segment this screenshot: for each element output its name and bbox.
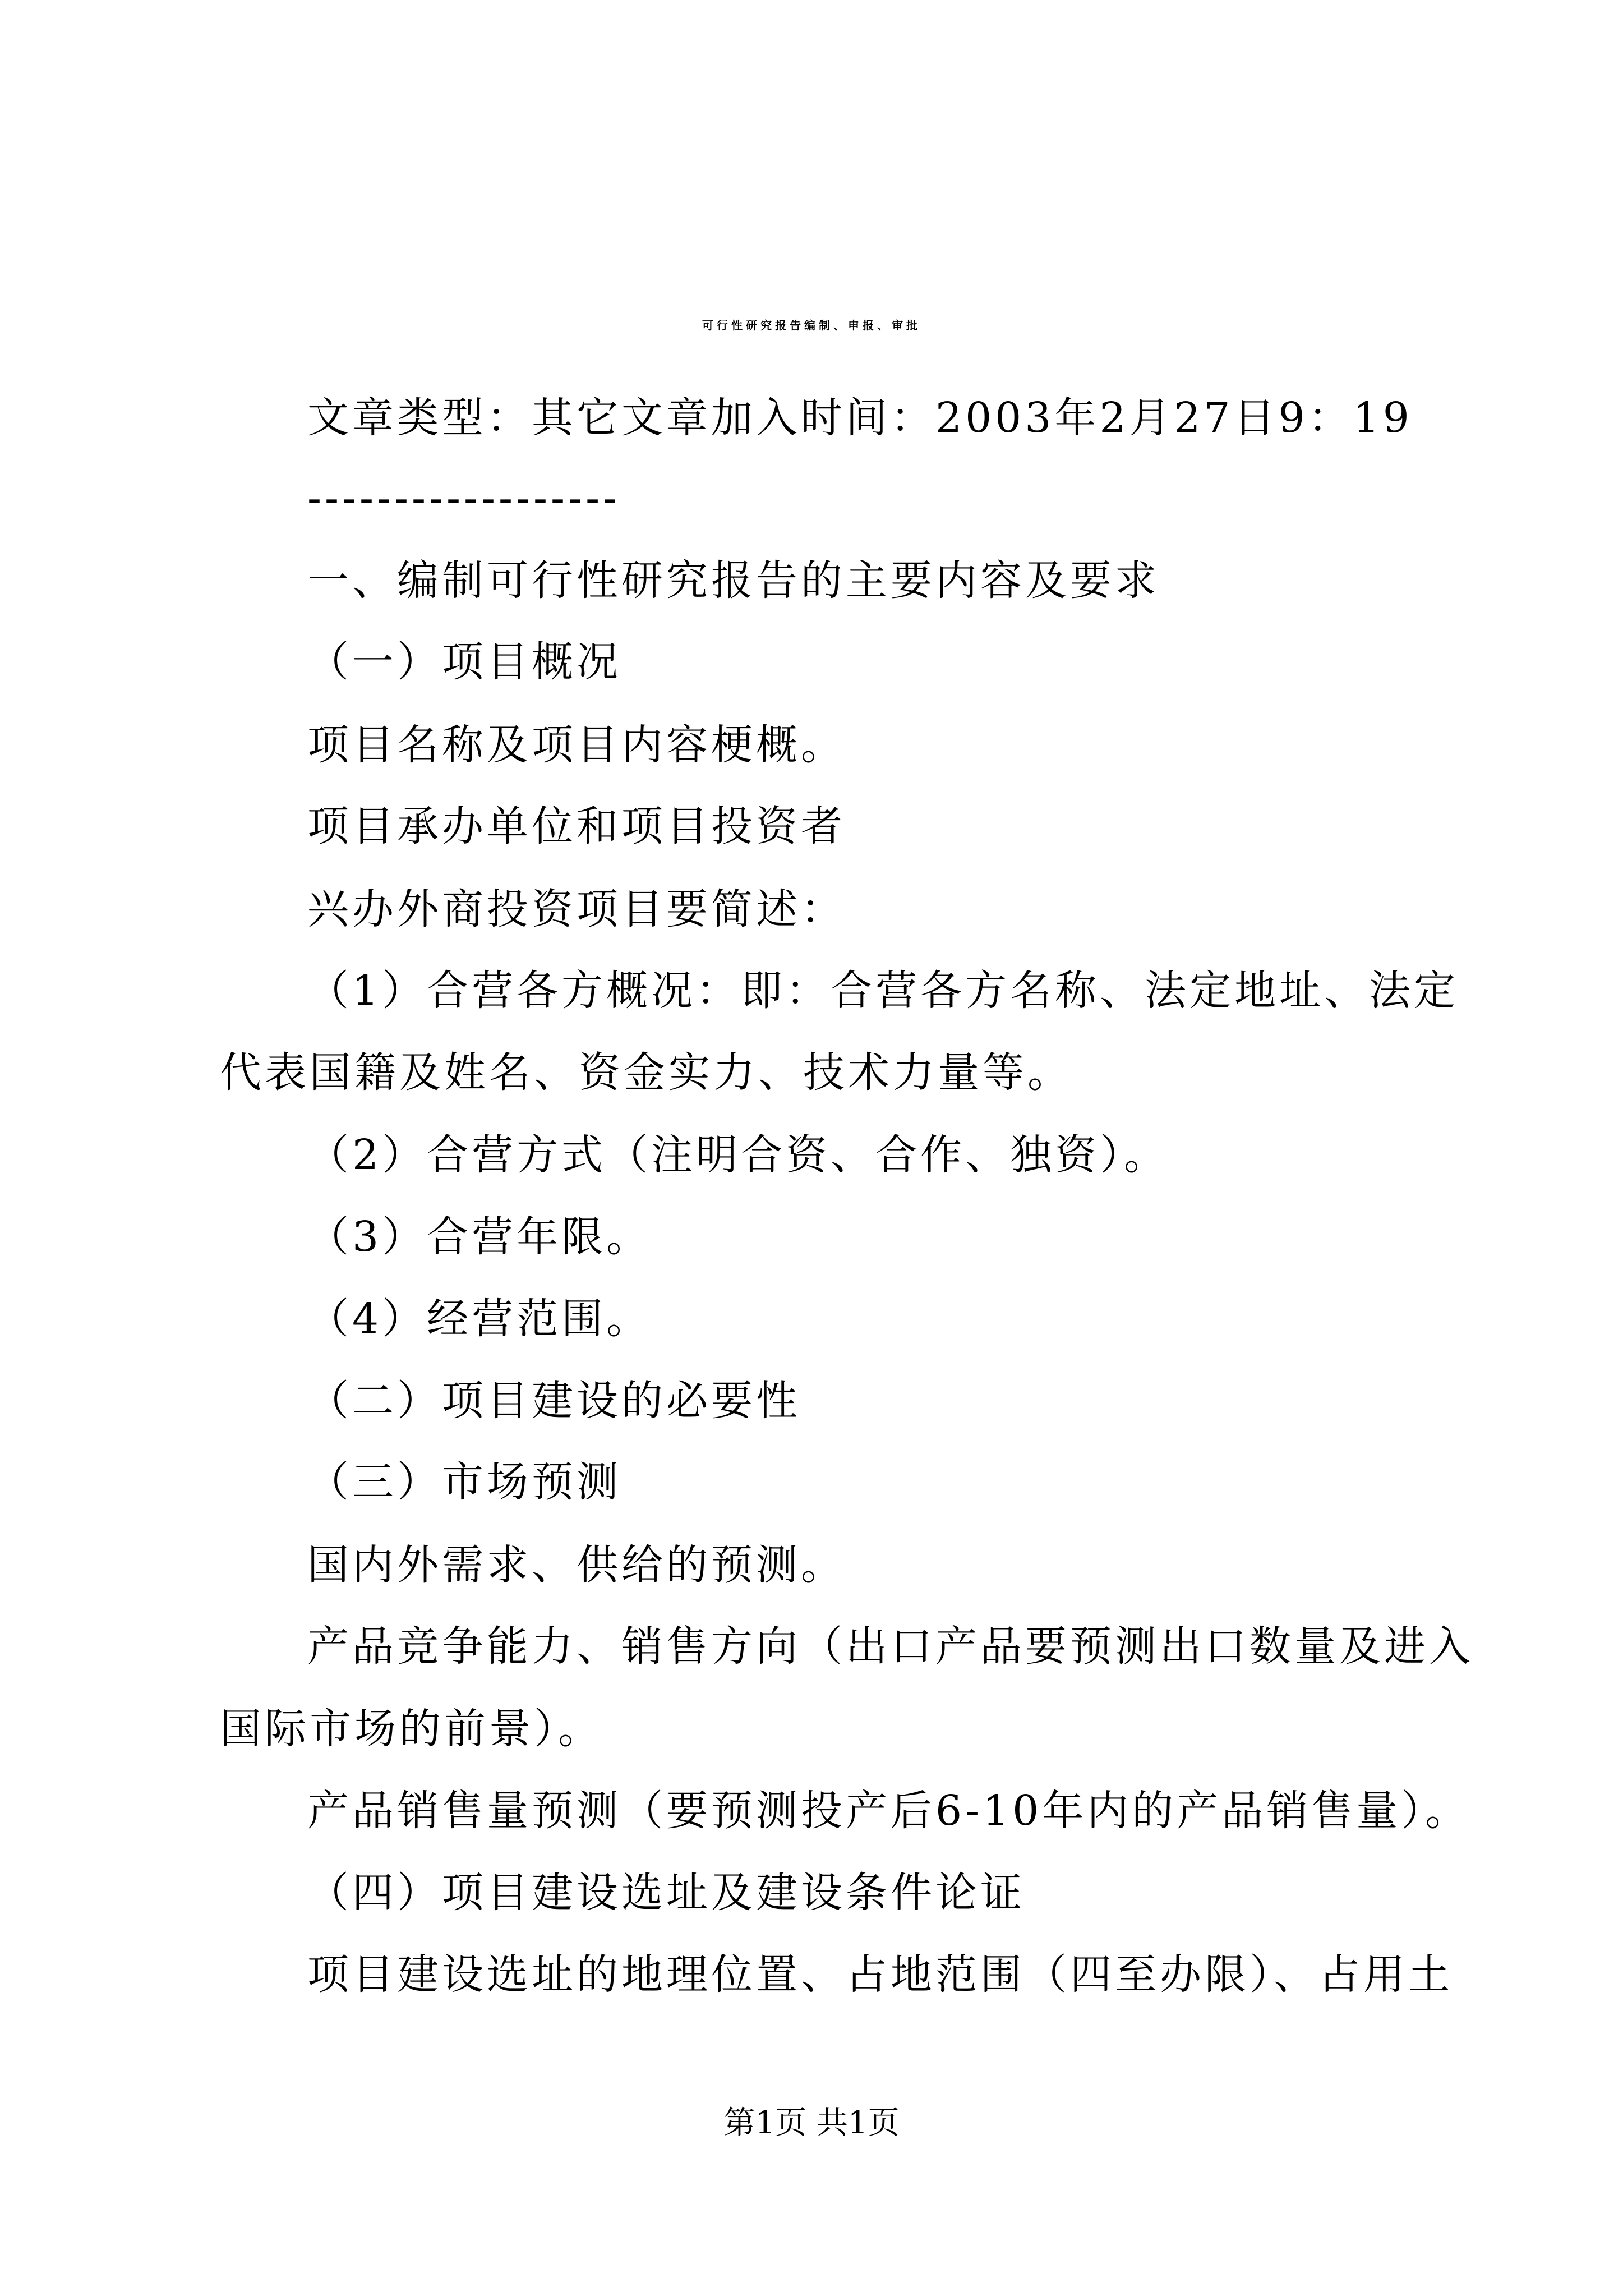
list-item-line: （4）经营范围。 [307,1295,652,1343]
subsection-heading: （三）市场预测 [307,1458,621,1506]
paragraph-line: 项目名称及项目内容梗概。 [307,721,846,769]
separator-dashes: ------------------ [307,474,621,522]
document-title: 可行性研究报告编制、申报、审批 [702,319,921,332]
subsection-heading: （二）项目建设的必要性 [307,1377,801,1425]
list-item-line: （1）合营各方概况：即：合营各方名称、法定地址、法定 [307,967,1459,1015]
section-heading-1: 一、编制可行性研究报告的主要内容及要求 [307,556,1160,605]
paragraph-line: 产品销售量预测（要预测投产后6-10年内的产品销售量）。 [307,1787,1470,1835]
list-item-continuation: 代表国籍及姓名、资金实力、技术力量等。 [220,1048,1072,1097]
paragraph-line: 产品竞争能力、销售方向（出口产品要预测出口数量及进入 [307,1622,1474,1671]
page-number-footer: 第1页 共1页 [723,2105,900,2141]
paragraph-line: 兴办外商投资项目要简述： [307,885,846,933]
paragraph-continuation: 国际市场的前景）。 [220,1705,603,1753]
paragraph-line: 项目承办单位和项目投资者 [307,802,846,850]
article-meta: 文章类型：其它文章加入时间：2003年2月27日9：19 [307,394,1413,442]
list-item-line: （3）合营年限。 [307,1213,652,1261]
paragraph-line: 国内外需求、供给的预测。 [307,1541,846,1589]
list-item-line: （2）合营方式（注明合资、合作、独资）。 [307,1131,1169,1179]
subsection-heading: （四）项目建设选址及建设条件论证 [307,1869,1025,1917]
paragraph-line: 项目建设选址的地理位置、占地范围（四至办限）、占用土 [307,1950,1453,1999]
subsection-heading: （一）项目概况 [307,638,621,686]
